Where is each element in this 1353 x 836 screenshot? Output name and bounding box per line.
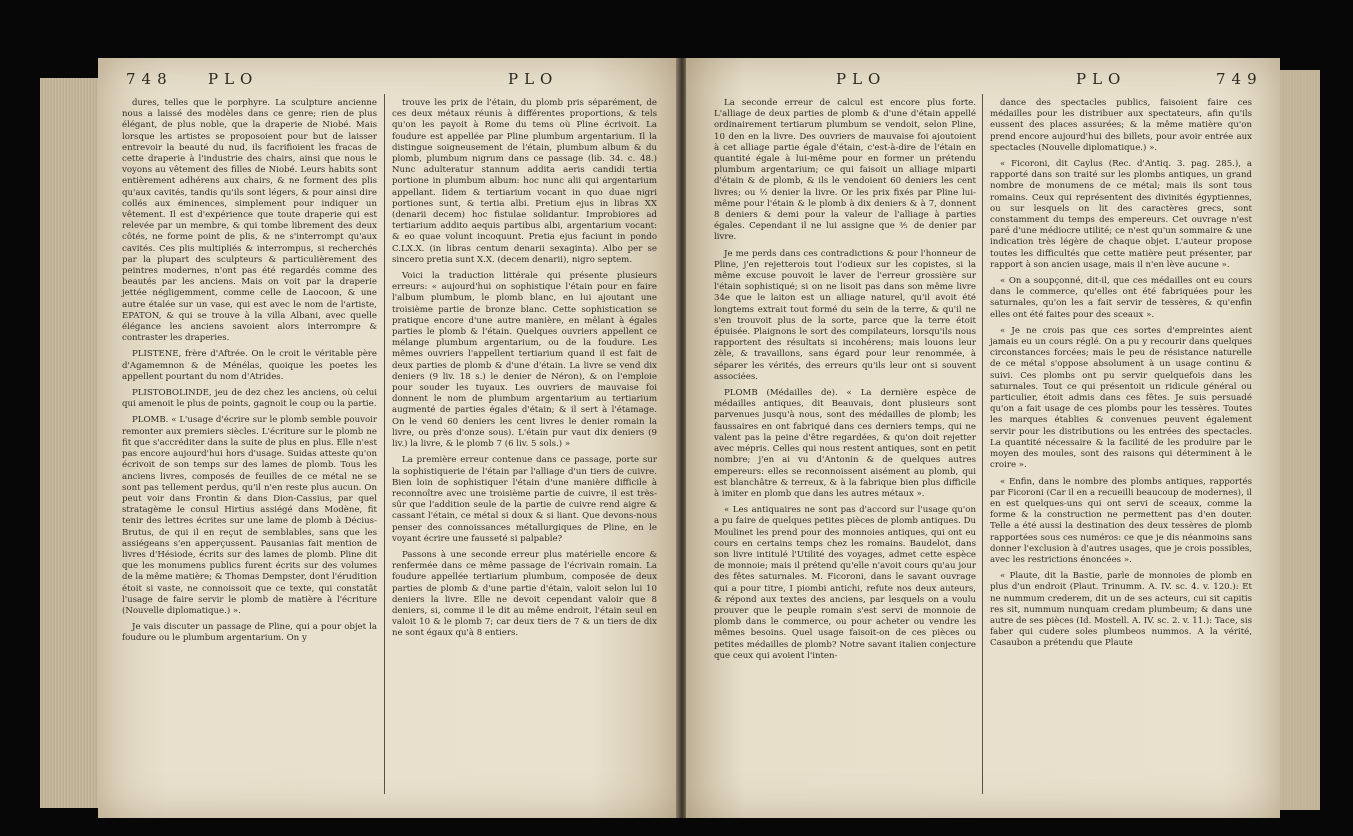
paragraph: La première erreur contenue dans ce passage, porte sur la sophistiquerie de l'étain par l'alliage d'un tiers de cuivre. Bien loin de sophistiquer l'étain d'une manière difficile à reconnoître avec une troisième partie de cuivre, il est très-sûr que l'addition seule de la partie de cuivre rend aigre & cassant l'étain, ce métal si doux & si liant. Que devons-nous penser des connoissances métallurgiques de Pline, en le voyant écrire une fausseté si palpable? <box>392 455 657 544</box>
paragraph: PLOMB (Médailles de). « La dernière espèce de médailles antiques, dit Beauvais, dont plusieurs sont parvenues jusqu'à nous, sont des médailles de plomb; les faussaires en ont fabriqué dans ces derniers temps, qui ne valent pas la peine d'être regardées, & qu'on doit rejetter avec mépris. Celles qui nous restent antiques, sont en petit nombre; j'en ai vu d'Antonin & de quelques autres empereurs: elles se reconnoissent aisément au plomb, qui est blanchâtre & terreux, & à la fabrique bien plus difficile à imiter en plomb que dans les autres métaux ». <box>714 388 976 499</box>
running-head-left-1: PLO <box>208 70 259 88</box>
right-column-1 <box>714 98 976 667</box>
paragraph: PLOMB. « L'usage d'écrire sur le plomb semble pouvoir remonter aux premiers siècles. L'écriture sur le plomb ne fit que s'accréditer dans la suite de plus en plus. Elle n'est pas encore aujourd'hui hors d'usage. Suidas atteste qu'on écrivoit de son temps sur des lames de plomb. Tous les anciens livres, composés de feuilles de ce métal ne se sont pas tellement perdus, qu'il n'en reste plus aucun. On peut voir dans Frontin & dans Dion-Cassius, par quel stratagème le consul Hirtius assiégé dans Modène, fit tenir des lettres écrites sur une lame de plomb à Décius-Brutus, de qui il en reçut de semblables, sans que les assiégeans s'en apperçussent. Pausanias fait mention de livres d'Hésiode, écrits sur des lames de plomb. Pline dit que les monumens publics furent écrits sur des volumes de la même matière; & Thomas Dempster, dont l'érudition étoit si vaste, ne connoissoit que ce texte, qui constatât l'usage de faire servir le plomb de matière à l'écriture (Nouvelle diplomatique.) ». <box>122 415 377 616</box>
left-column-2 <box>392 98 657 645</box>
page-edges-left <box>40 78 98 808</box>
paragraph: dures, telles que le porphyre. La sculpture ancienne nous a laissé des modèles dans ce genre; rien de plus élégant, de plus noble, que la draperie de Niobé. Mais lorsque les artistes se proposoient pour but de laisser entrevoir la beauté du nud, ils facrifioient les fracas de cette draperie à l'industrie des chairs, ainsi que nous le voyons au vêtement des filles de Niobé. Leurs habits sont entièrement adhérens aux chairs, & ne forment des plis qu'aux cavités, tandis qu'ils sont légers, & pour ainsi dire collés aux éminences, simplement pour indiquer un vêtement. Il est d'expérience que toute draperie qui est relevée par un membre, & qui tombe librement des deux côtés, ne forme point de plis, & ne s'interrompt qu'aux cavités. Ces plis multipliés & interrompus, si recherchés par la plupart des sculpteurs & particulièrement des peintres modernes, n'ont pas été regardés comme des beautés par les anciens. Mais on voit par la draperie jettée négligemment, comme celle de Laocoon, & une autre étalée sur un vase, qui est avec le nom de l'artiste, EPATON, & qui se trouve à la villa Albani, avec quelle élégance les anciens savoient alors interrompre & contraster les draperies. <box>122 98 377 344</box>
paragraph: trouve les prix de l'étain, du plomb pris séparément, de ces deux métaux réunis à différentes proportions, & tels qu'on les payoit à Rome du tems où Pline écrivoit. La foudure est appellée par Pline plumbum argentarium. Il la distingue soigneusement de l'étain, plumbum album & du plomb, plumbum nigrum dans ce passage (lib. 34. c. 48.) Nunc adulteratur stannum addita aeris candidi tertia portione in plumbum album: hoc nunc alii qui argentarium appellant. Iidem & tertiarium vocant in quo duae nigri portiones sunt, & tertia albi. Pretium ejus in libras XX (denarii decem) hoc fistulae solidantur. Improbiores ad tertiarium addito aequis partibus albi, argentarium vocant: & eo quae volunt incoquunt. Pretia ejus faciunt in pondo C.LX.X. (in libras centum denarii sexaginta). Albo per se sincero pretia sunt X.X. (decem denarii), nigro septem. <box>392 98 657 265</box>
left-column-1 <box>122 98 377 650</box>
paragraph: Je me perds dans ces contradictions & pour l'honneur de Pline, j'en rejetterois tout l'odieux sur les copistes, si la même excuse pouvoit le laver de l'erreur grossière sur l'étain sophistiqué; si on ne lisoit pas dans son même livre 34e que le laiton est un alliage naturel, qu'il avoit été longtems extrait tout formé du sein de la terre, & qu'il ne s'en trouvoit plus de la sorte, parce que la terre étoit épuisée. Plaignons le sort des compilateurs, lorsqu'ils nous rapportent des résultats si incohérens; mais louons leur zèle, & travaillons, sans égard pour leur renommée, à séparer les vérités, des erreurs qu'ils leur ont si souvent associées. <box>714 248 976 382</box>
right-page <box>686 58 1280 818</box>
paragraph: Passons à une seconde erreur plus matérielle encore & renfermée dans ce même passage de l'écrivain romain. La foudure appellée tertiarium plumbum, composée de deux parties de plomb & d'une partie d'étain, valoit selon lui 10 deniers la livre. Elle ne devoit cependant valoir que 8 deniers, si, comme il le dit au même endroit, l'étain seul en valoit 10 & le plomb 7; car deux tiers de 7 & un tiers de dix ne sont égaux qu'à 8 entiers. <box>392 549 657 639</box>
paragraph: « Plaute, dit la Bastie, parle de monnoies de plomb en plus d'un endroit (Plaut. Trinumm. A. IV. sc. 4. v. 120.): Et ne nummum crederem, dit un de ses acteurs, cui sit capitis res sit, nummum nunquam credam plumbeum; & dans une autre de ses pièces (Id. Mostell. A. IV. sc. 2. v. 11.): Tace, sis faber qui cudere soles plumbeos nummos. A la vérité, Casaubon a prétendu que Plaute <box>990 571 1252 649</box>
running-head-right-1: PLO <box>836 70 887 88</box>
paragraph: PLISTENE, frère d'Aftrée. On le croit le véritable père d'Agamemnon & de Ménélas, quoique les poetes les appellent pourtant du nom d'Atrides. <box>122 349 377 382</box>
paragraph: Je vais discuter un passage de Pline, qui a pour objet la foudure ou le plumbum argentarium. On y <box>122 622 377 644</box>
column-rule <box>384 94 385 794</box>
page-number-right: 749 <box>1216 70 1263 88</box>
running-head-left-2: PLO <box>508 70 559 88</box>
paragraph: « On a soupçonné, dit-il, que ces médailles ont eu cours dans le commerce, qu'elles ont été fabriquées pour les saturnales, qu'on les a fait servir de tessères, & qu'enfin elles ont été faites pour des sceaux ». <box>990 276 1252 320</box>
paragraph: « Je ne crois pas que ces sortes d'empreintes aient jamais eu un cours réglé. On a pu y recourir dans quelques circonstances forcées; mais le peu de résistance naturelle de ce métal s'oppose absolument à un usage continu & suivi. Ces plombs ont pu servir quelquefois dans les saturnales. Tout ce qui présentoit un ridicule général ou particulier, étoit admis dans ces fêtes. Je suis persuadé qu'on a fait usage de ces plombs pour les tessères. Toutes les marques établies & convenues peuvent également servir pour les distributions ou les entrées des spectacles. La quantité nécessaire & la facilité de les produire par le moyen des moules, sont des raisons qui déterminent à le croire ». <box>990 325 1252 471</box>
paragraph: « Les antiquaires ne sont pas d'accord sur l'usage qu'on a pu faire de quelques petites pièces de plomb antiques. Du Moulinet les prend pour des monnoies antiques, qui ont eu cours en certains temps chez les romains. Baudelot, dans son livre intitulé l'Utilité des voyages, admet cette espèce de monnoie; mais il prétend qu'elle n'avoit cours qu'au jour des fêtes saturnales. M. Ficoroni, dans le savant ouvrage qui a pour titre, I piombi antichi, refute nos deux auteurs, & répond aux textes des anciens, par lesquels on a voulu prouver que le peuple romain s'est servi de monnoie de plomb dans le commerce, ou pour acheter ou vendre les mêmes besoins. Quel usage faisoit-on de ces pièces ou petites médailles de plomb? Notre savant italien conjecture que ceux qui avoient l'inten- <box>714 505 976 661</box>
paragraph: « Ficoroni, dit Caylus (Rec. d'Antiq. 3. pag. 285.), a rapporté dans son traité sur les plombs antiques, un grand nombre de monumens de ce métal; mais ils sont tous romains. Ceux qui représentent des divinités égyptiennes, ou sur lesquels on lit des caractères grecs, sont constamment du temps des empereurs. Cet ouvrage n'est paré d'une médiocre utilité; ce n'est qu'un sommaire & une indication très légère de chaque objet. L'auteur propose toutes les difficultés que cette matière peut présenter, par rapport à son ancien usage, mais il n'en lève aucune ». <box>990 159 1252 270</box>
running-head-right-2: PLO <box>1076 70 1127 88</box>
left-page <box>98 58 678 818</box>
page-number-left: 748 <box>126 70 173 88</box>
paragraph: PLISTOBOLINDE, jeu de dez chez les anciens, où celui qui amenoit le plus de points, gagnoit le coup ou la partie. <box>122 388 377 410</box>
right-column-2 <box>990 98 1252 655</box>
page-edges-right <box>1280 70 1320 810</box>
paragraph: Voici la traduction littérale qui présente plusieurs erreurs: « aujourd'hui on sophistique l'étain pour en faire l'album plumbum, le plomb blanc, en lui ajoutant une troisième partie de bronze blanc. Cette sophistication se pratique encore d'une autre manière, en mêlant à égales parties le plomb & l'étain. Quelques ouvriers appellent ce mélange plumbum argentarium, ou de la foudure. Les mêmes ouvriers l'appellent tertiarium quand il est fait de deux parties de plomb & d'une d'étain. La livre se vend dix deniers (9 liv. 18 s.) le denier de Néron), & on l'emploie pour souder les tuyaux. Les ouvriers de mauvaise foi donnent le nom de plumbum argentarium au tertiarium augmenté de parties égales d'étain; & il sert à l'étamage. On le vend 60 deniers les cent livres le denier romain la livre, ou près d'onze sous). L'étain pur vaut dix deniers (9 liv.) la livre, & le plomb 7 (6 liv. 5 sols.) » <box>392 271 657 450</box>
column-rule <box>982 94 983 794</box>
paragraph: dance des spectacles publics, faisoient faire ces médailles pour les distribuer aux spectateurs, afin qu'ils eussent des places assurées; & la même matière qu'on prend encore aujourd'hui des billets, pour avoir entrée aux spectacles (Nouvelle diplomatique.) ». <box>990 98 1252 153</box>
paragraph: La seconde erreur de calcul est encore plus forte. L'alliage de deux parties de plomb & d'une d'étain appellé ordinairement tertiarum plumbum se vendoit, selon Pline, 10 den en la livre. Des ouvriers de mauvaise foi ajoutoient à cet alliage partie égale d'étain, c'est-à-dire de l'étain en quantité égale à lui-même pour en former un prétendu plumbum argentarium; ce qui faisoit un alliage miparti d'étain & de plomb, & ils le vendoient 60 deniers les cent livres; ou ½ denier la livre. Or les prix fixés par Pline lui-même pour l'étain & le plomb à dix deniers & à 7, donnent 8 deniers & demi pour la valeur de l'alliage à parties égales. Cependant il ne lui assigne que ⅗ de denier par livre. <box>714 98 976 243</box>
paragraph: « Enfin, dans le nombre des plombs antiques, rapportés par Ficoroni (Car il en a recueilli beaucoup de modernes), il en est quelques-uns qui ont servi de sceaux, comme la forme & la construction ne permettent pas d'en douter. Telle a été aussi la destination des deux tessères de plomb rapportées sous ces numéros: ce que je dis néanmoins sans donner l'exclusion à d'autres usages, que je crois possibles, avec les restrictions énoncées ». <box>990 476 1252 565</box>
